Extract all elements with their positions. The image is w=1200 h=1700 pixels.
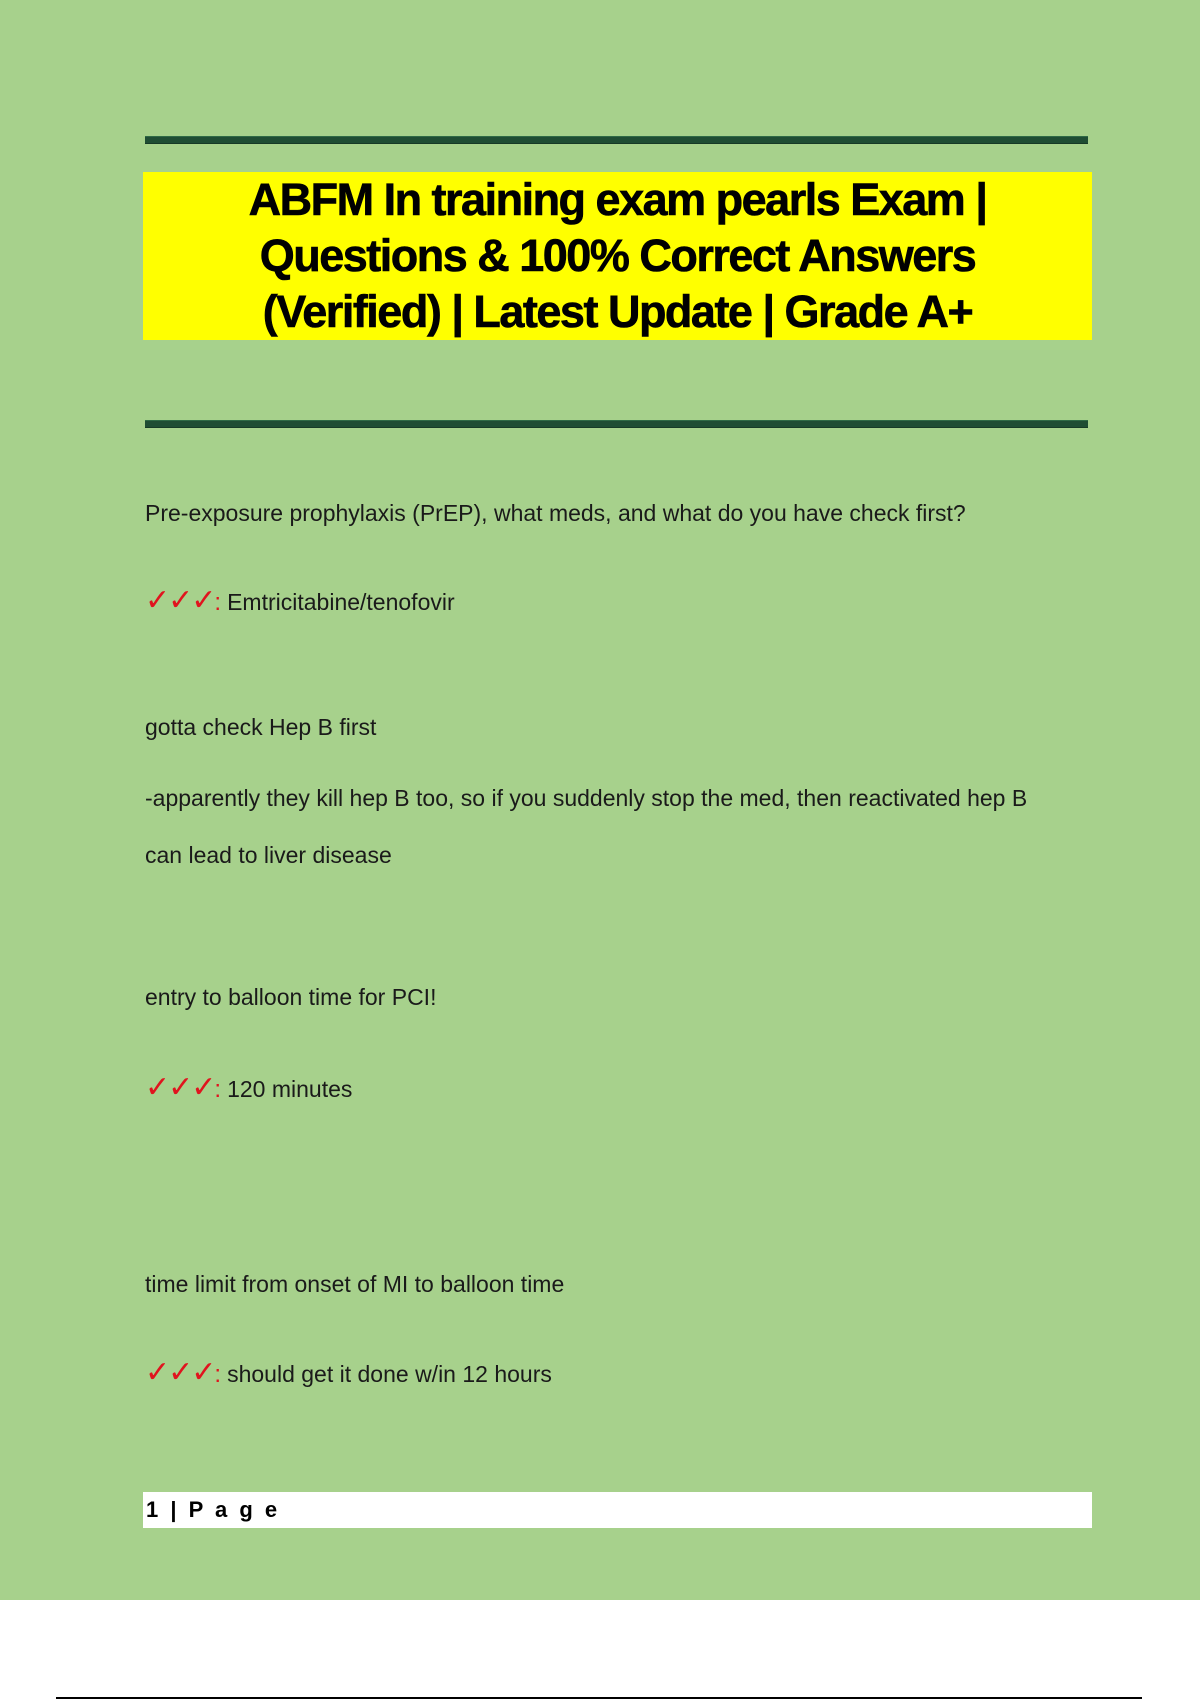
answer-line xyxy=(145,583,455,618)
answer-line xyxy=(145,1070,352,1105)
note-text: gotta check Hep B first xyxy=(145,714,377,740)
answer-text: 120 minutes xyxy=(227,1076,353,1102)
note-text: can lead to liver disease xyxy=(145,842,392,868)
top-divider xyxy=(145,136,1088,144)
answer-line xyxy=(145,1355,552,1390)
question-text: Pre-exposure prophylaxis (PrEP), what meds, and what do you have check first? xyxy=(145,500,966,526)
title-banner xyxy=(143,172,1092,340)
answer-text: Emtricitabine/tenofovir xyxy=(227,589,455,615)
check-icon: ✓✓✓ xyxy=(145,1355,215,1390)
page-footer xyxy=(143,1492,1092,1528)
check-icon: ✓✓✓ xyxy=(145,1070,215,1105)
question-text: entry to balloon time for PCI! xyxy=(145,984,437,1010)
check-icon: ✓✓✓ xyxy=(145,583,215,618)
answer-text: should get it done w/in 12 hours xyxy=(227,1361,552,1387)
page-number: 1 | P a g e xyxy=(146,1497,281,1522)
answer-colon: : xyxy=(214,589,222,616)
answer-colon: : xyxy=(214,1361,222,1388)
question-text: time limit from onset of MI to balloon time xyxy=(145,1271,565,1297)
title-divider xyxy=(145,420,1088,428)
document-title: ABFM In training exam pearls Exam | Questions & 100% Correct Answers (Verified) | Latest Update | Grade A+ xyxy=(248,174,987,337)
answer-colon: : xyxy=(214,1076,222,1103)
note-text: -apparently they kill hep B too, so if you suddenly stop the med, then reactivated hep B xyxy=(145,785,1028,811)
bottom-divider xyxy=(56,1697,1142,1699)
